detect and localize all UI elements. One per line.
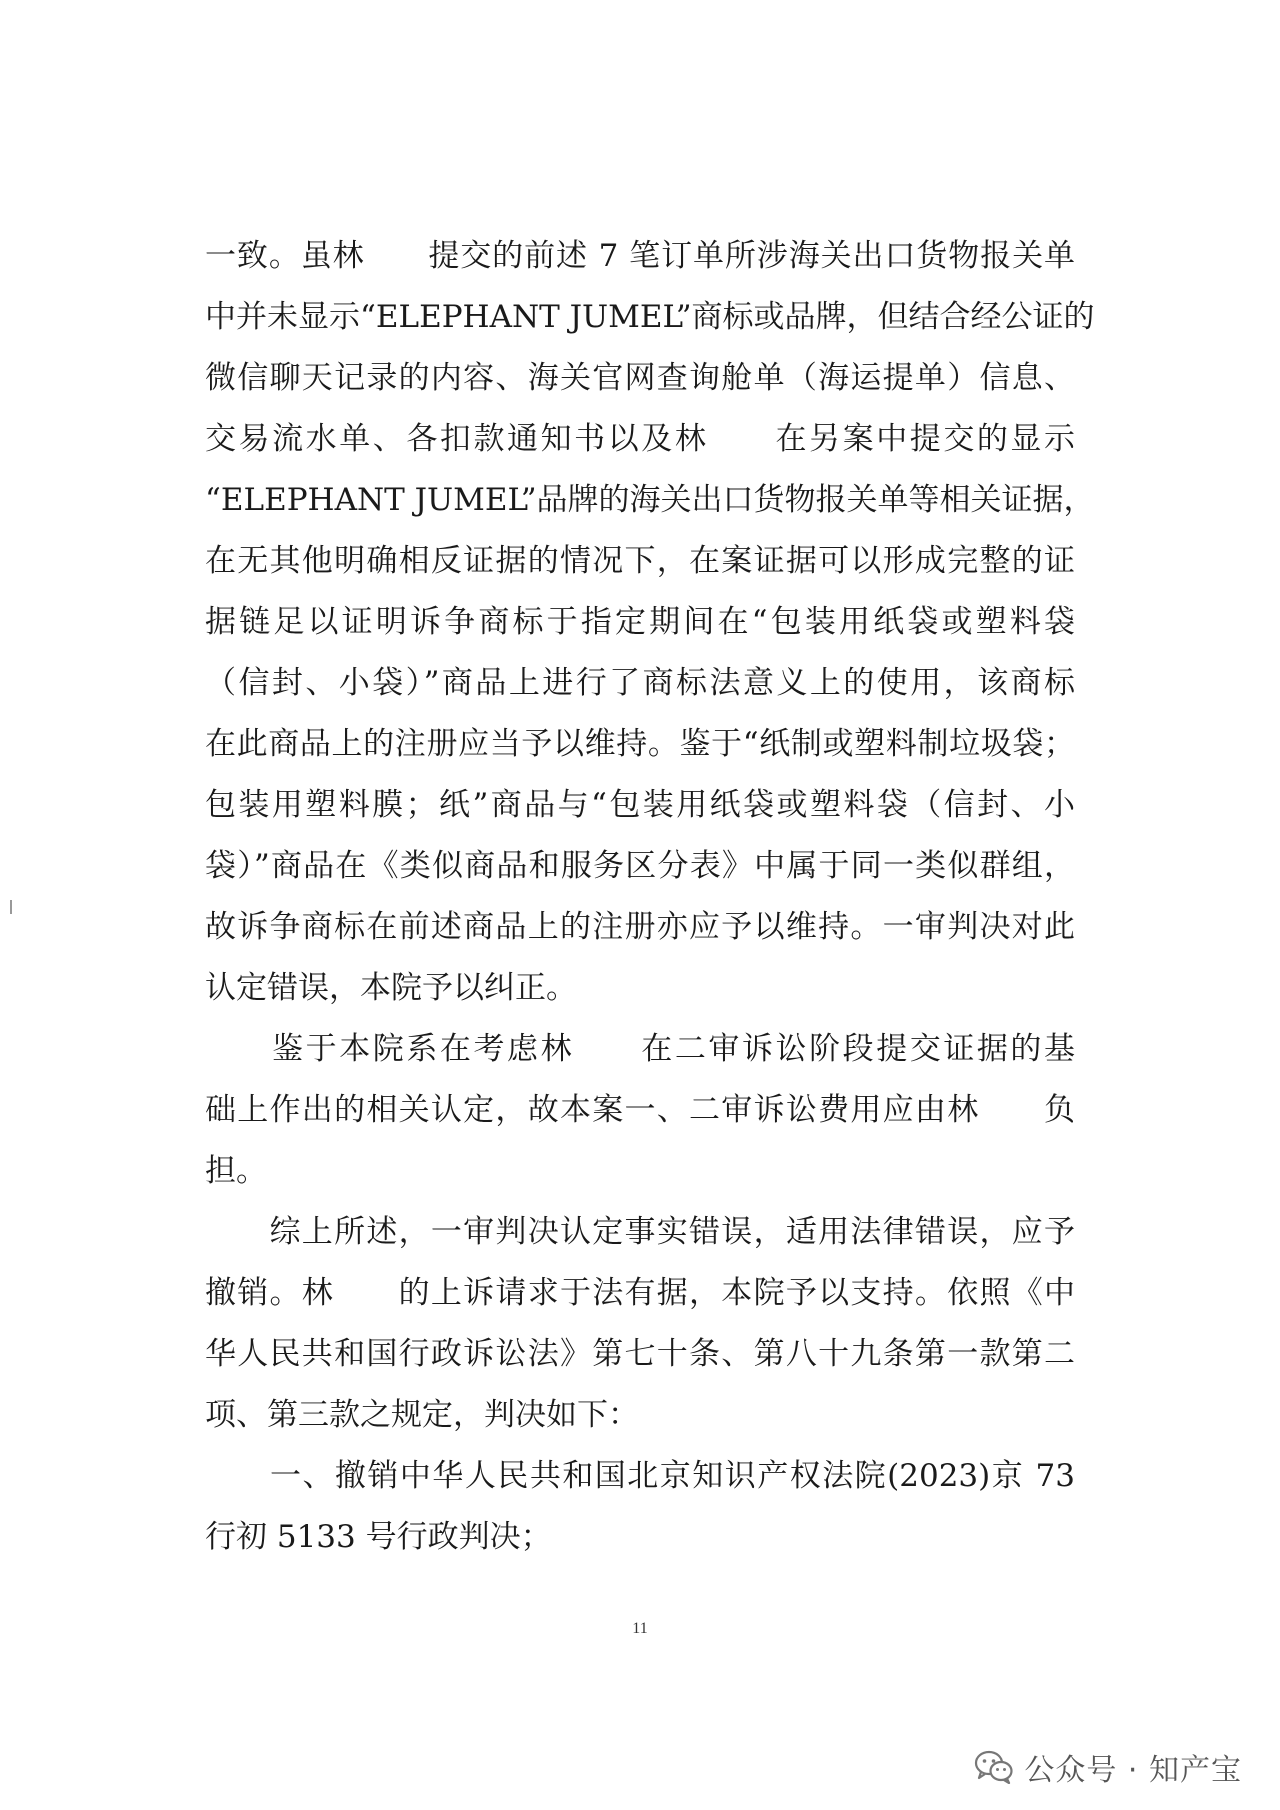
text-line: 行初 5133 号行政判决；: [205, 1519, 552, 1555]
watermark-text: 公众号 · 知产宝: [1024, 1753, 1242, 1788]
judgment-body-text: [205, 226, 1095, 1568]
text-line: 在此商品上的注册应当予以维持。鉴于“纸制或塑料制垃圾袋；: [205, 726, 1075, 762]
text-line: （信封、小袋）”商品上进行了商标法意义上的使用，该商标: [205, 665, 1075, 701]
text-line: 担。: [205, 1153, 267, 1189]
text-line: 综上所述，一审判决认定事实错误，适用法律错误，应予: [205, 1214, 1075, 1250]
text-line: 一、撤销中华人民共和国北京知识产权法院(2023)京 73: [205, 1458, 1075, 1494]
text-line: 在无其他明确相反证据的情况下，在案证据可以形成完整的证: [205, 543, 1075, 579]
text-line: 中并未显示“ELEPHANT JUMEL”商标或品牌，但结合经公证的: [205, 299, 1095, 335]
text-line: 鉴于本院系在考虑林 在二审诉讼阶段提交证据的基: [205, 1031, 1075, 1067]
text-line: “ELEPHANT JUMEL”品牌的海关出口货物报关单等相关证据，: [205, 482, 1095, 518]
text-line: 项、第三款之规定，判决如下：: [205, 1397, 639, 1433]
page-number: 11: [632, 1620, 648, 1637]
text-line: 包装用塑料膜；纸”商品与“包装用纸袋或塑料袋（信封、小: [205, 787, 1075, 823]
text-line: 撤销。林 的上诉请求于法有据，本院予以支持。依照《中: [205, 1275, 1075, 1311]
text-line: 微信聊天记录的内容、海关官网查询舱单（海运提单）信息、: [205, 360, 1075, 396]
watermark: [974, 1745, 1242, 1789]
text-line: 华人民共和国行政诉讼法》第七十条、第八十九条第一款第二: [205, 1336, 1075, 1372]
text-line: 交易流水单、各扣款通知书以及林 在另案中提交的显示: [205, 421, 1075, 457]
text-line: 据链足以证明诉争商标于指定期间在“包装用纸袋或塑料袋: [205, 604, 1075, 640]
text-line: 一致。虽林 提交的前述 7 笔订单所涉海关出口货物报关单: [205, 238, 1075, 274]
text-line: 袋）”商品在《类似商品和服务区分表》中属于同一类似群组，: [205, 848, 1075, 884]
wechat-icon: [974, 1750, 1014, 1784]
text-line: 故诉争商标在前述商品上的注册亦应予以维持。一审判决对此: [205, 909, 1075, 945]
text-line: 础上作出的相关认定，故本案一、二审诉讼费用应由林 负: [205, 1092, 1075, 1128]
scan-edge-mark: [10, 900, 12, 914]
text-line: 认定错误，本院予以纠正。: [205, 970, 577, 1006]
